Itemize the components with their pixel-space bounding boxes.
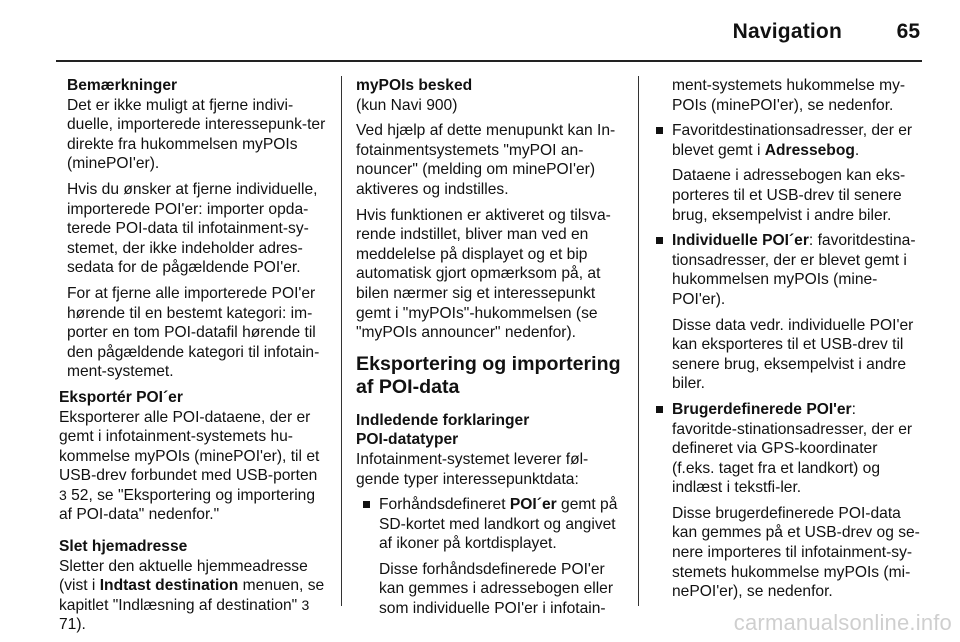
list-item: [356, 495, 624, 554]
bullet-square-icon: [363, 501, 370, 508]
bullet3-text: : favoritdestina-tionsadresser, der er blevet gemt i hukommelsen myPOIs (mine-POI'er).: [672, 232, 916, 308]
intro-heading: Indledende forklaringer: [356, 411, 530, 429]
column-2: [356, 76, 624, 625]
bullet3-bold: Individuelle POI´er: [672, 232, 809, 250]
bullet4-subparagraph: Disse brugerdefinerede POI-data kan gemmes på et USB-drev og se-nere importeres til infotainment-sy-stemets hukommelse myPOIs (mi-nePOI'er), se nedenfor.: [672, 504, 920, 601]
bullet2-text-1: Favoritdestinationsadresser, der er blevet gemt i: [672, 122, 913, 159]
bullet-square-icon: [656, 237, 663, 244]
page-ref-arrow-icon: 3: [59, 486, 67, 503]
delete-home-text: [59, 557, 327, 635]
delete-text-1: Sletter den aktuelle hjemmeadresse (vist i: [59, 557, 308, 595]
bullet2-bold: Adressebog: [764, 141, 855, 159]
bullet1-text-2: gemt på SD-kortet med landkort og angivet af ikoner på kortdisplayet.: [379, 496, 618, 553]
mypois-paragraph-1: Ved hjælp af dette menupunkt kan In-fotainmentsystemets "myPOI an-nouncer" (melding om minePOI'er) aktiveres og indstilles.: [356, 122, 616, 198]
page-header: [0, 0, 960, 60]
export-text-2: 52, se "Eksportering og importering af POI-data" nedenfor.": [59, 486, 316, 524]
section-heading-export-import: Eksportering og importering af POI-data: [356, 352, 621, 398]
column-3: [649, 76, 923, 608]
remarks-block: [59, 76, 327, 382]
column-divider-2: [638, 76, 639, 606]
poi-types-heading: POI-datatyper: [356, 431, 459, 449]
column-1: [59, 76, 327, 641]
menu-name-enter-destination: Indtast destination: [99, 577, 239, 595]
bullet4-bold: Brugerdefinerede POI'er: [672, 400, 852, 418]
column-divider-1: [341, 76, 342, 606]
mypois-subtitle: (kun Navi 900): [356, 96, 458, 114]
bullet2-subparagraph: Dataene i adressebogen kan eks-porteres til et USB-drev til senere brug, eksempelvist i andre biler.: [672, 167, 906, 224]
mypois-heading: myPOIs besked: [356, 77, 473, 94]
page-number: 65: [896, 20, 920, 43]
remarks-heading: Bemærkninger: [67, 77, 178, 94]
watermark-text: carmanualsonline.info: [733, 610, 952, 635]
export-poi-heading: Eksportér POI´er: [59, 388, 183, 406]
bullet1-bold: POI´er: [509, 496, 557, 514]
delete-text-3: 71).: [59, 616, 86, 634]
bullet4-text: : favoritde-stinationsadresser, der er defineret via GPS-koordinater (f.eks. taget fra et landkort) og indlæst i tekstfi-ler.: [672, 400, 913, 497]
remarks-paragraph-1: Det er ikke muligt at fjerne indivi-duelle, importerede interessepunk-ter direkte fra hukommelsen myPOIs (minePOI'er).: [67, 96, 326, 173]
bullet1-subparagraph: Disse forhåndsdefinerede POI'er kan gemmes i adressebogen eller som individuelle POI'er i infotain-: [379, 560, 614, 618]
poi-types-intro: Infotainment-systemet leverer føl-gende typer interessepunktdata:: [356, 450, 589, 488]
header-divider: [56, 60, 922, 62]
page-ref-arrow-icon: 3: [301, 596, 310, 613]
list-item: [649, 231, 923, 309]
mypois-paragraph-2: Hvis funktionen er aktiveret og tilsva-rende indstillet, bliver man ved en meddelelse på displayet og et bip automatisk gjort opmærksom på, at bilen nærmer sig et interessepunkt gemt i "myPOIs"-hukommelsen (se "myPOIs announcer" nedenfor).: [356, 206, 611, 342]
bullet2-text-2: .: [854, 141, 860, 159]
delete-home-heading: Slet hjemadresse: [59, 538, 188, 556]
delete-text-2: menuen, se kapitlet "Indlæsning af destination": [59, 577, 325, 614]
bullet-square-icon: [656, 406, 663, 413]
section-title: Navigation: [732, 20, 842, 43]
bullet1-text-1: Forhåndsdefineret: [379, 496, 510, 514]
list-item: [649, 121, 923, 160]
export-text-1: Eksporterer alle POI-dataene, der er gemt i infotainment-systemets hu-kommelse myPOIs (minePOI'er), til et USB-drev forbundet med USB-porten: [59, 408, 320, 485]
list-item: [649, 400, 923, 498]
bullet3-subparagraph: Disse data vedr. individuelle POI'er kan eksporteres til et USB-drev til senere brug, eksempelvist i andre biler.: [672, 316, 914, 393]
remarks-paragraph-3: For at fjerne alle importerede POI'er hørende til en bestemt kategori: im-porter en tom POI-datafil hørende til den pågældende kategori til infotain-ment-systemet.: [67, 284, 320, 381]
remarks-paragraph-2: Hvis du ønsker at fjerne individuelle, importerede POI'er: importer opda-terede POI-data til infotainment-sy-stemet, der ikke indeholder adres-sedata for de pågældende POI'er.: [67, 180, 318, 277]
export-poi-text: [59, 408, 327, 526]
bullet-square-icon: [656, 127, 663, 134]
bullet1-continuation: ment-systemets hukommelse my-POIs (minePOI'er), se nedenfor.: [672, 77, 906, 114]
